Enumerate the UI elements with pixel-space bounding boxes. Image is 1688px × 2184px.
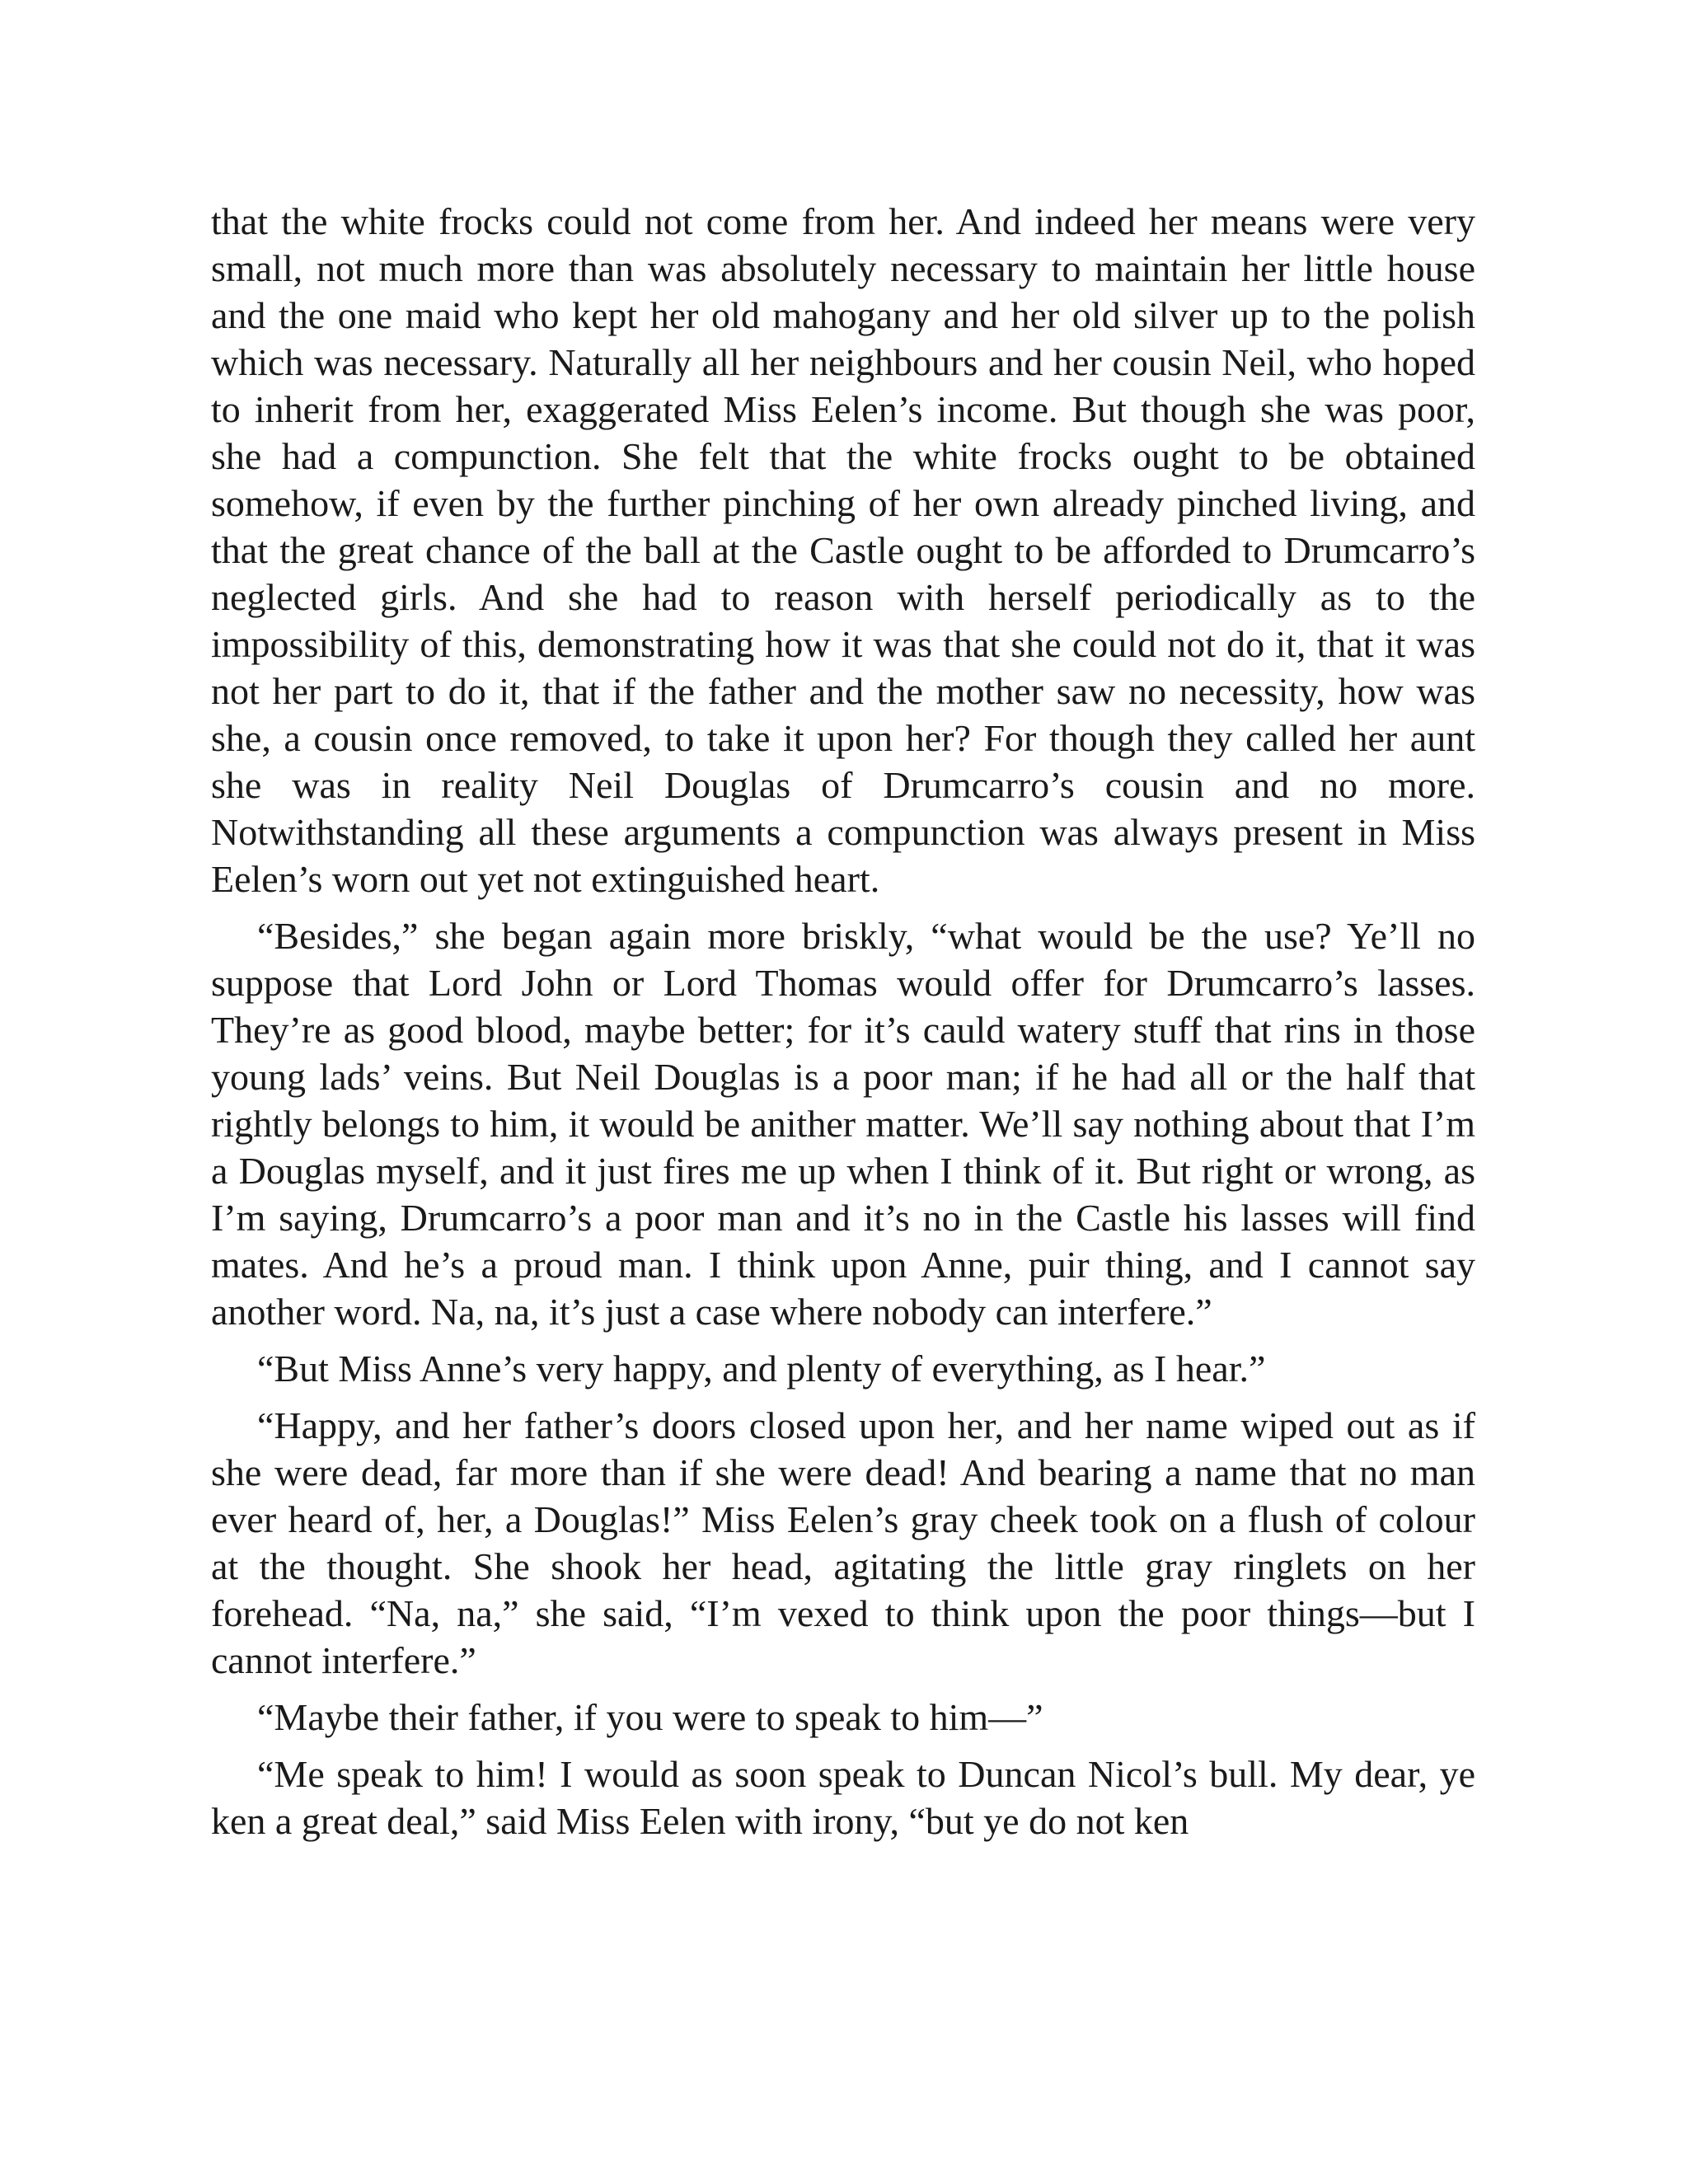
paragraph-4: “Happy, and her father’s doors closed upon her, and her name wiped out as if she were dead, far more than if she were dead! And bearing a name that no man ever heard of, her, a Douglas!” Miss Eelen’s gray cheek took on a flush of colour at the thought. She shook her head, agitating the little gray ringlets on her forehead. “Na, na,” she said, “I’m vexed to think upon the poor things—but I cannot interfere.” (211, 1404, 1475, 1681)
paragraph-5: “Maybe their father, if you were to speak to him—” (257, 1696, 1043, 1738)
body-text (211, 198, 1475, 1844)
paragraph-6: “Me speak to him! I would as soon speak to Duncan Nicol’s bull. My dear, ye ken a great deal,” said Miss Eelen with irony, “but ye do not ken (211, 1753, 1475, 1842)
paragraph-3: “But Miss Anne’s very happy, and plenty of everything, as I hear.” (257, 1347, 1266, 1390)
paragraph-1: that the white frocks could not come from her. And indeed her means were very small, not much more than was absolutely necessary to maintain her little house and the one maid who kept her old mahogany and her old silver up to the polish which was necessary. Naturally all her neighbours and her cousin Neil, who hoped to inherit from her, exaggerated Miss Eelen’s income. But though she was poor, she had a compunction. She felt that the white frocks ought to be obtained somehow, if even by the further pinching of her own already pinched living, and that the great chance of the ball at the Castle ought to be afforded to Drumcarro’s neglected girls. And she had to reason with herself periodically as to the impossibility of this, demonstrating how it was that she could not do it, that it was not her part to do it, that if the father and the mother saw no necessity, how was she, a cousin once removed, to take it upon her? For though they called her aunt she was in reality Neil Douglas of Drumcarro’s cousin and no more. Notwithstanding all these arguments a compunction was always present in Miss Eelen’s worn out yet not extinguished heart. (211, 200, 1475, 900)
paragraph-2: “Besides,” she began again more briskly, “what would be the use? Ye’ll no suppose that Lord John or Lord Thomas would offer for Drumcarro’s lasses. They’re as good blood, maybe better; for it’s cauld watery stuff that rins in those young lads’ veins. But Neil Douglas is a poor man; if he had all or the half that rightly belongs to him, it would be anither matter. We’ll say nothing about that I’m a Douglas myself, and it just fires me up when I think of it. But right or wrong, as I’m saying, Drumcarro’s a poor man and it’s no in the Castle his lasses will find mates. And he’s a proud man. I think upon Anne, puir thing, and I cannot say another word. Na, na, it’s just a case where nobody can interfere.” (211, 915, 1475, 1333)
